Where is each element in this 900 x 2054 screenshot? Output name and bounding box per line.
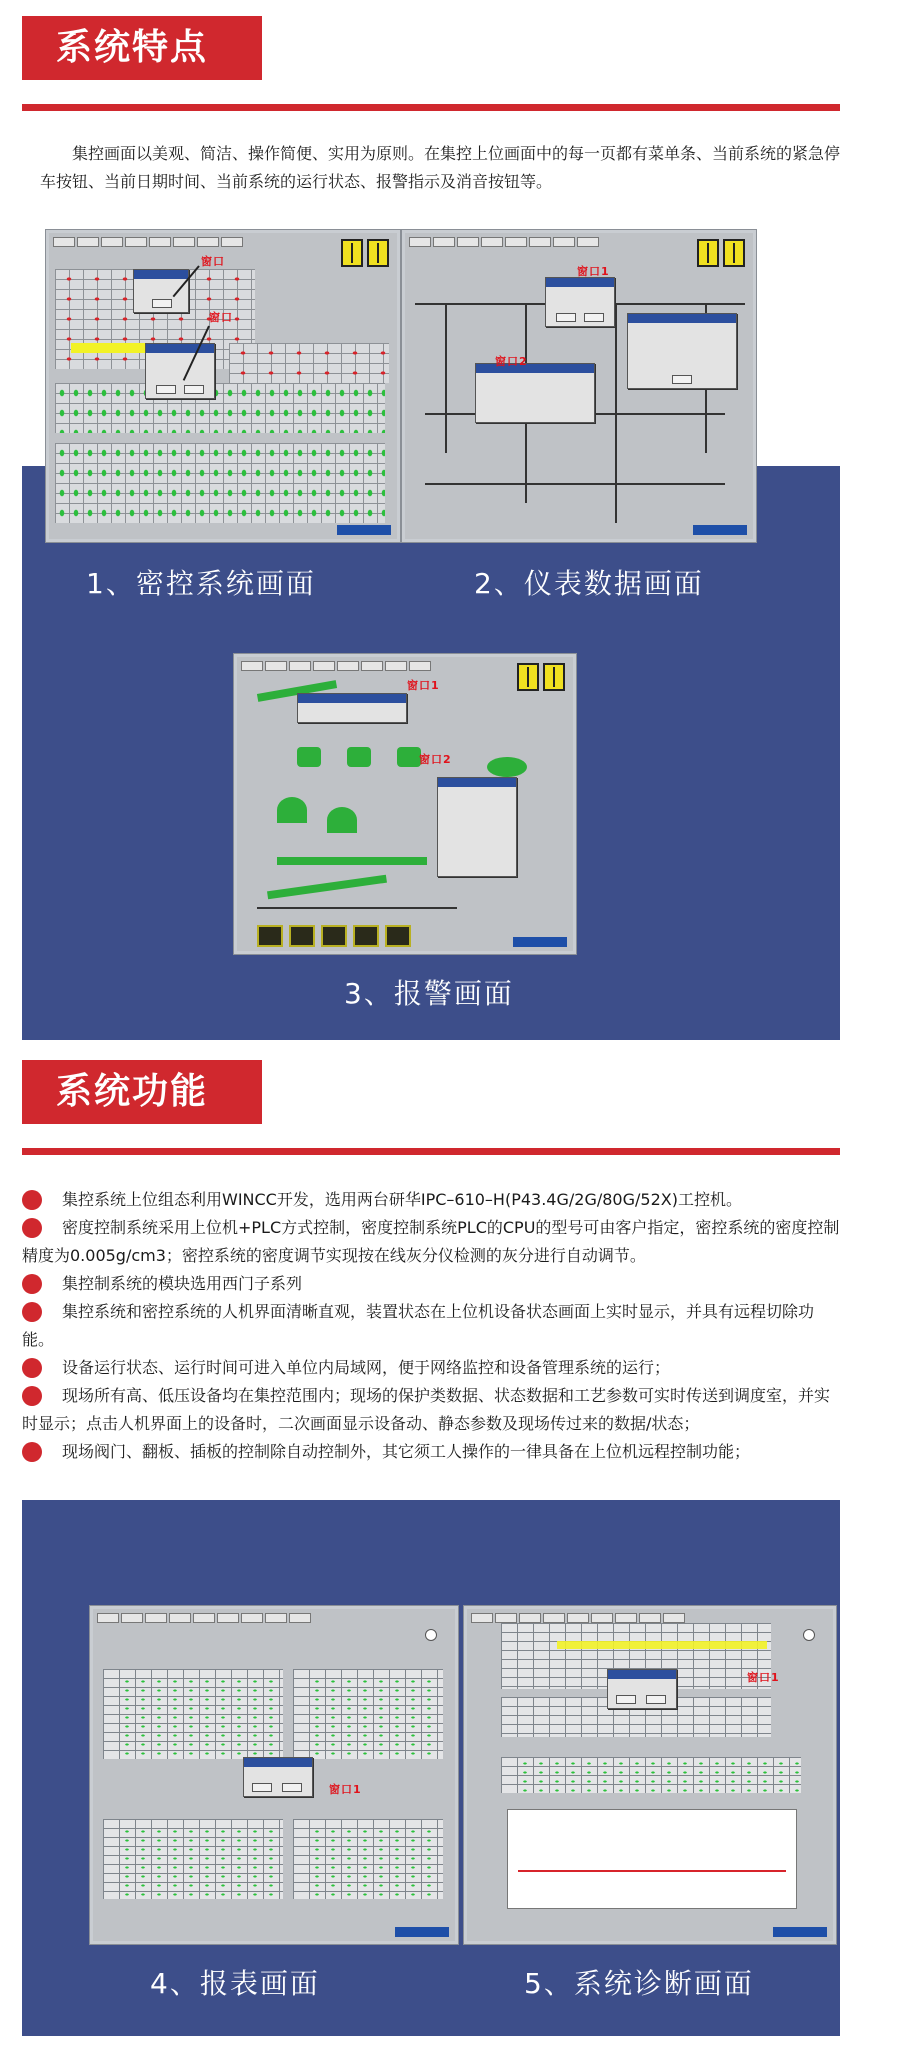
warning-sign-icon xyxy=(723,239,745,267)
window-label: 窗口 xyxy=(209,311,233,324)
caption-5: 5、系统诊断画面 xyxy=(524,1967,754,2000)
caption-1: 1、密控系统画面 xyxy=(86,567,316,600)
bullet-text: 现场阀门、翻板、插板的控制除自动控制外，其它须工人操作的一律具备在上位机远程控制功能； xyxy=(62,1442,751,1461)
popup-dialog[interactable] xyxy=(627,313,737,389)
window-label: 窗口2 xyxy=(495,355,528,368)
window-label: 窗口1 xyxy=(329,1783,362,1796)
window-label: 窗口1 xyxy=(407,679,440,692)
screenshot-report xyxy=(90,1606,458,1944)
screenshot-diagnosis xyxy=(464,1606,836,1944)
popup-dialog[interactable] xyxy=(545,277,615,327)
bullet-text: 现场所有高、低压设备均在集控范围内；现场的保护类数据、状态数据和工艺参数可实时传送到调度室，并实时显示；点击人机界面上的设备时，二次画面显示设备动、静态参数及现场传过来的数据/状态； xyxy=(22,1386,831,1433)
caption-3: 3、报警画面 xyxy=(344,977,514,1010)
caption-4: 4、报表画面 xyxy=(150,1967,320,2000)
section-divider xyxy=(22,104,840,111)
popup-dialog[interactable] xyxy=(437,777,517,877)
warning-sign-icon xyxy=(697,239,719,267)
warning-sign-icon xyxy=(517,663,539,691)
window-label: 窗口 xyxy=(201,255,225,268)
bullet-text: 密度控制系统采用上位机+PLC方式控制，密度控制系统PLC的CPU的型号可由客户指定，密控系统的密度控制精度为0.005g/cm3；密控系统的密度调节实现按在线灰分仪检测的灰分进行自动调节。 xyxy=(22,1218,840,1265)
bullet-text: 集控系统和密控系统的人机界面清晰直观，装置状态在上位机设备状态画面上实时显示，并具有远程切除功能。 xyxy=(22,1302,815,1349)
popup-dialog[interactable] xyxy=(243,1757,313,1797)
section-title-functions: 系统功能 xyxy=(22,1060,262,1124)
window-label: 窗口1 xyxy=(577,265,610,278)
window-label: 窗口2 xyxy=(419,753,452,766)
window-label: 窗口1 xyxy=(747,1671,780,1684)
bullet-text: 设备运行状态、运行时间可进入单位内局域网，便于网络监控和设备管理系统的运行； xyxy=(62,1358,671,1377)
bullet-text: 集控系统上位组态利用WINCC开发，选用两台研华IPC–610–H(P43.4G/2G/80G/52X)工控机。 xyxy=(62,1190,742,1209)
caption-2: 2、仪表数据画面 xyxy=(474,567,704,600)
screenshot-alarm xyxy=(234,654,576,954)
features-intro: 集控画面以美观、简洁、操作简便、实用为原则。在集控上位画面中的每一页都有菜单条、当前系统的紧急停车按钮、当前日期时间、当前系统的运行状态、报警指示及消音按钮等。 xyxy=(40,144,841,191)
popup-dialog[interactable] xyxy=(607,1669,677,1709)
popup-dialog[interactable] xyxy=(475,363,595,423)
popup-dialog[interactable] xyxy=(145,343,215,399)
bullet-text: 集控制系统的模块选用西门子系列 xyxy=(62,1274,303,1293)
screenshot-instrument-data xyxy=(402,230,756,542)
warning-sign-icon xyxy=(341,239,363,267)
popup-dialog[interactable] xyxy=(133,269,189,313)
trend-chart xyxy=(507,1809,797,1909)
screenshot-density-control xyxy=(46,230,400,542)
warning-sign-icon xyxy=(367,239,389,267)
popup-dialog[interactable] xyxy=(297,693,407,723)
warning-sign-icon xyxy=(543,663,565,691)
section-title-features: 系统特点 xyxy=(22,16,262,80)
section-divider xyxy=(22,1148,840,1155)
